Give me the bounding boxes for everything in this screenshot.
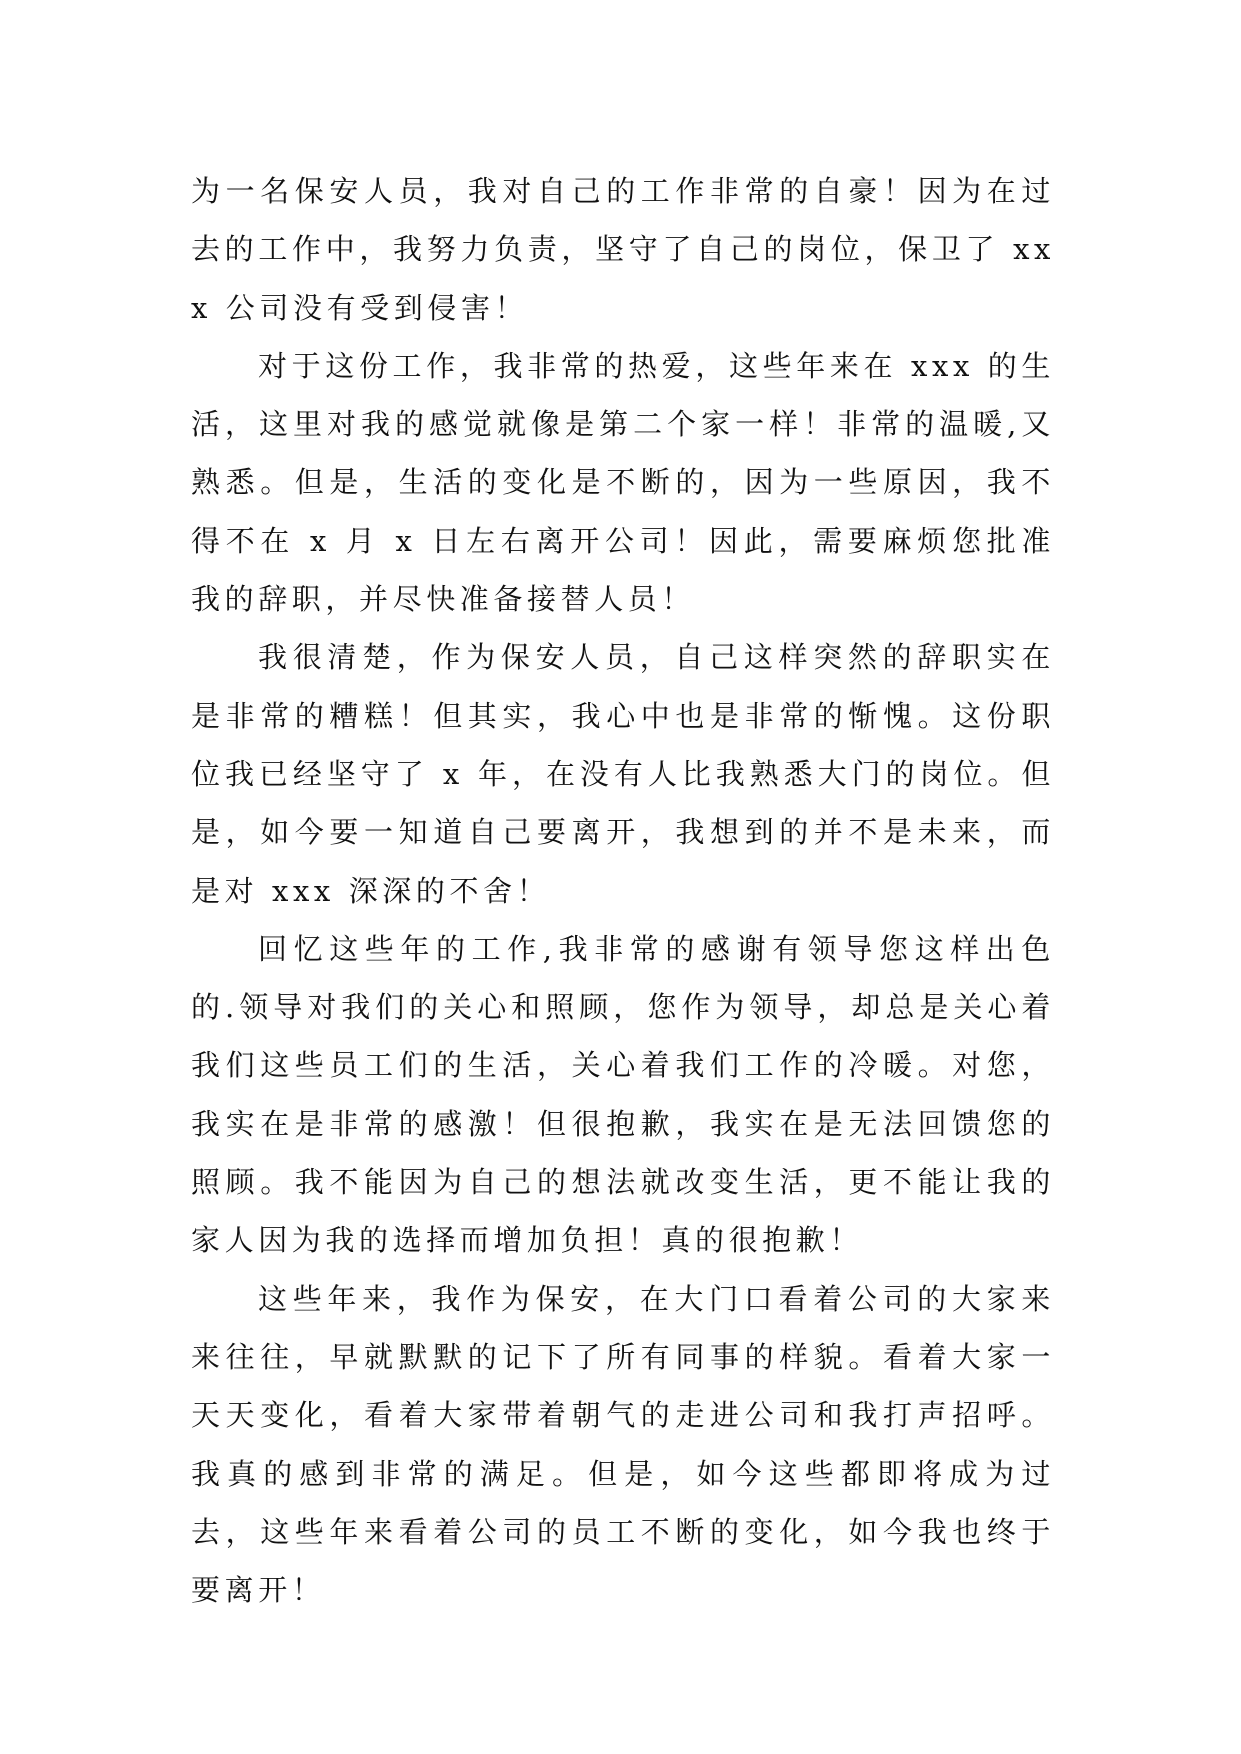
- paragraph-3: 我很清楚，作为保安人员，自己这样突然的辞职实在是非常的糟糕！但其实，我心中也是非常的惭愧。这份职位我已经坚守了 x 年，在没有人比我熟悉大门的岗位。但是，如今要一知道自己要离开，我想到的并不是未来，而是对 xxx 深深的不舍！: [191, 640, 1055, 908]
- letter-body: [191, 162, 1055, 1619]
- paragraph-5: 这些年来，我作为保安，在大门口看着公司的大家来来往往，早就默默的记下了所有同事的样貌。看着大家一天天变化，看着大家带着朝气的走进公司和我打声招呼。我真的感到非常的满足。但是，如今这些都即将成为过去，这些年来看着公司的员工不断的变化，如今我也终于要离开！: [191, 1281, 1055, 1608]
- paragraph-1: 为一名保安人员，我对自己的工作非常的自豪！因为在过去的工作中，我努力负责，坚守了自己的岗位，保卫了 xxx 公司没有受到侵害！: [191, 174, 1055, 325]
- paragraph-2: 对于这份工作，我非常的热爱，这些年来在 xxx 的生活，这里对我的感觉就像是第二个家一样！非常的温暖,又熟悉。但是，生活的变化是不断的，因为一些原因，我不得不在 x 月 x 日左右离开公司！因此，需要麻烦您批准我的辞职，并尽快准备接替人员！: [191, 348, 1055, 617]
- paragraph-4: 回忆这些年的工作,我非常的感谢有领导您这样出色的.领导对我们的关心和照顾，您作为领导，却总是关心着我们这些员工们的生活，关心着我们工作的冷暖。对您，我实在是非常的感激！但很抱歉，我实在是无法回馈您的照顾。我不能因为自己的想法就改变生活，更不能让我的家人因为我的选择而增加负担！真的很抱歉！: [191, 931, 1055, 1258]
